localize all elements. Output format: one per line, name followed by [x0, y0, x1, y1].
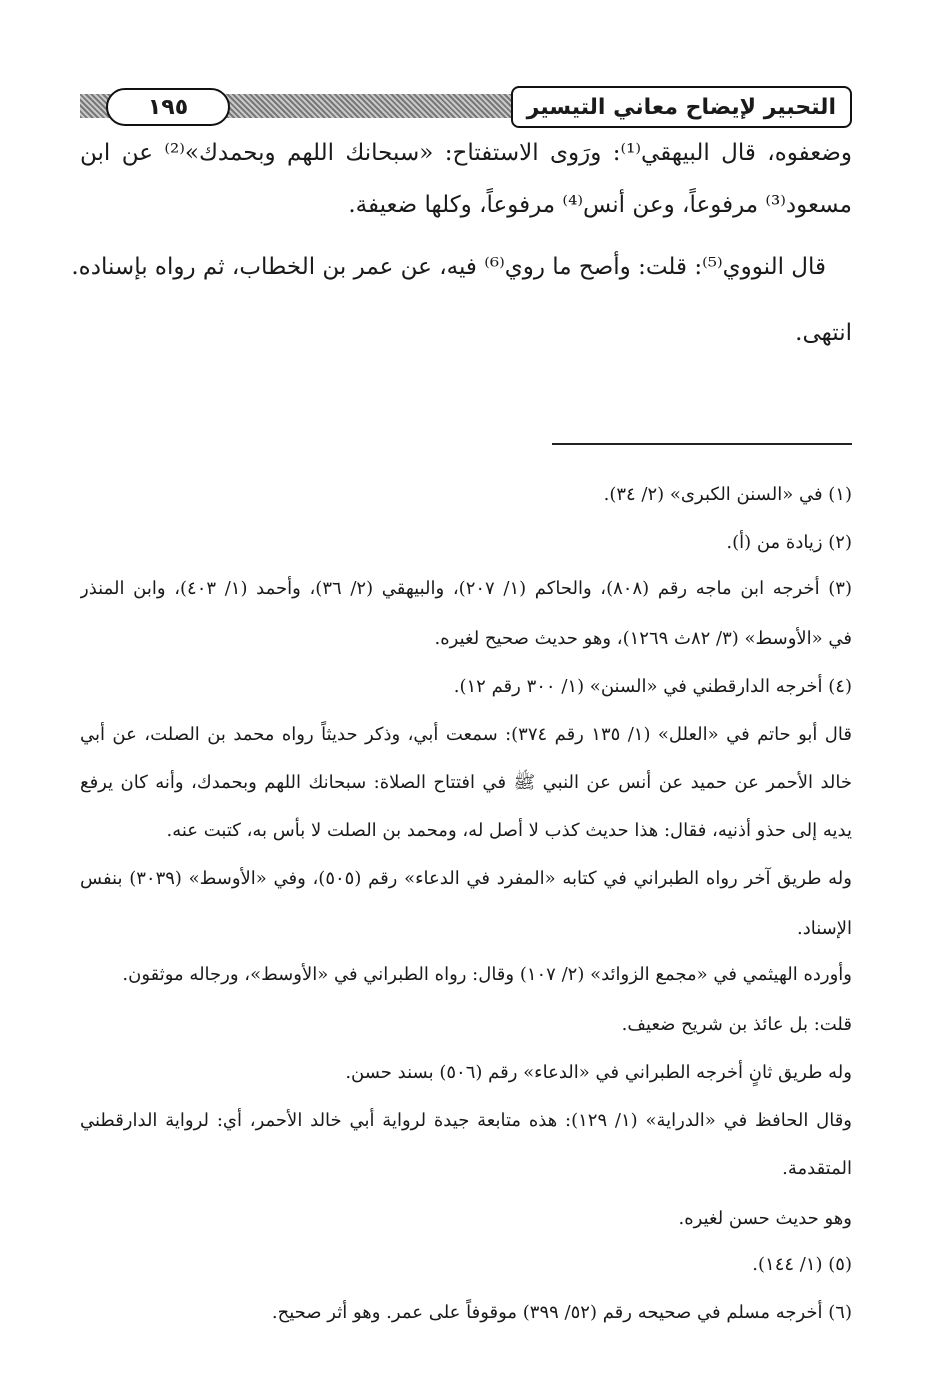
- footnote-4-para-5: الإسناد.: [796, 918, 852, 939]
- page-number: ١٩٥: [106, 88, 230, 126]
- footnote-4-para-7: قلت: بل عائذ بن شريح ضعيف.: [621, 1014, 852, 1035]
- main-line-4: انتهى.: [795, 320, 852, 346]
- footnote-4-para-6: وأورده الهيثمي في «مجمع الزوائد» (٢/ ١٠٧) وقال: رواه الطبراني في «الأوسط»، ورجاله موثقون.: [122, 964, 852, 985]
- running-header: [80, 86, 852, 128]
- main-line-3: قال النووي⁽⁵⁾: قلت: وأصح ما روي⁽⁶⁾ فيه، عن عمر بن الخطاب، ثم رواه بإسناده.: [71, 254, 826, 280]
- footnote-4-para-4: وله طريق آخر رواه الطبراني في كتابه «المفرد في الدعاء» رقم (٥٠٥)، وفي «الأوسط» (٣٠٣٩) بنفس: [80, 868, 852, 889]
- footnote-3-cont: في «الأوسط» (٣/ ٨٢ث ١٢٦٩)، وهو حديث صحيح لغيره.: [434, 628, 852, 649]
- footnote-4-para-9: وقال الحافظ في «الدراية» (١/ ١٢٩): هذه متابعة جيدة لرواية أبي خالد الأحمر، أي: لرواية الدارقطني: [80, 1110, 852, 1131]
- footnote-divider: [552, 443, 852, 445]
- footnote-1: (١) في «السنن الكبرى» (٢/ ٣٤).: [603, 484, 852, 505]
- footnote-3: (٣) أخرجه ابن ماجه رقم (٨٠٨)، والحاكم (١/ ٢٠٧)، والبيهقي (٢/ ٣٦)، وأحمد (١/ ٤٠٣)، وابن المنذر: [80, 578, 852, 599]
- footnote-6: (٦) أخرجه مسلم في صحيحه رقم (٥٢/ ٣٩٩) موقوفاً على عمر. وهو أثر صحيح.: [271, 1302, 852, 1323]
- footnote-4-para-1: قال أبو حاتم في «العلل» (١/ ١٣٥ رقم ٣٧٤): سمعت أبي، وذكر حديثاً رواه محمد بن الصلت، عن أبي: [80, 724, 852, 745]
- footnote-4-para-8: وله طريق ثانٍ أخرجه الطبراني في «الدعاء» رقم (٥٠٦) بسند حسن.: [345, 1062, 852, 1083]
- main-line-2: مسعود⁽³⁾ مرفوعاً، وعن أنس⁽⁴⁾ مرفوعاً، وكلها ضعيفة.: [348, 192, 852, 218]
- footnote-2: (٢) زيادة من (أ).: [726, 532, 852, 553]
- footnote-4-para-2: خالد الأحمر عن حميد عن أنس عن النبي ﷺ في افتتاح الصلاة: سبحانك اللهم وبحمدك، وأنه كان يرفع: [80, 772, 852, 793]
- footnote-5: (٥) (١/ ١٤٤).: [752, 1254, 852, 1275]
- main-line-1: وضعفوه، قال البيهقي⁽¹⁾: ورَوى الاستفتاح: «سبحانك اللهم وبحمدك»⁽²⁾ عن ابن: [80, 140, 852, 166]
- footnote-4-para-3: يديه إلى حذو أذنيه، فقال: هذا حديث كذب لا أصل له، ومحمد بن الصلت لا بأس به، كتبت عنه.: [166, 820, 852, 841]
- footnote-4-para-11: وهو حديث حسن لغيره.: [678, 1208, 852, 1229]
- book-title: التحبير لإيضاح معاني التيسير: [511, 86, 852, 128]
- footnote-4: (٤) أخرجه الدارقطني في «السنن» (١/ ٣٠٠ رقم ١٢).: [453, 676, 852, 697]
- footnote-4-para-10: المتقدمة.: [782, 1158, 852, 1179]
